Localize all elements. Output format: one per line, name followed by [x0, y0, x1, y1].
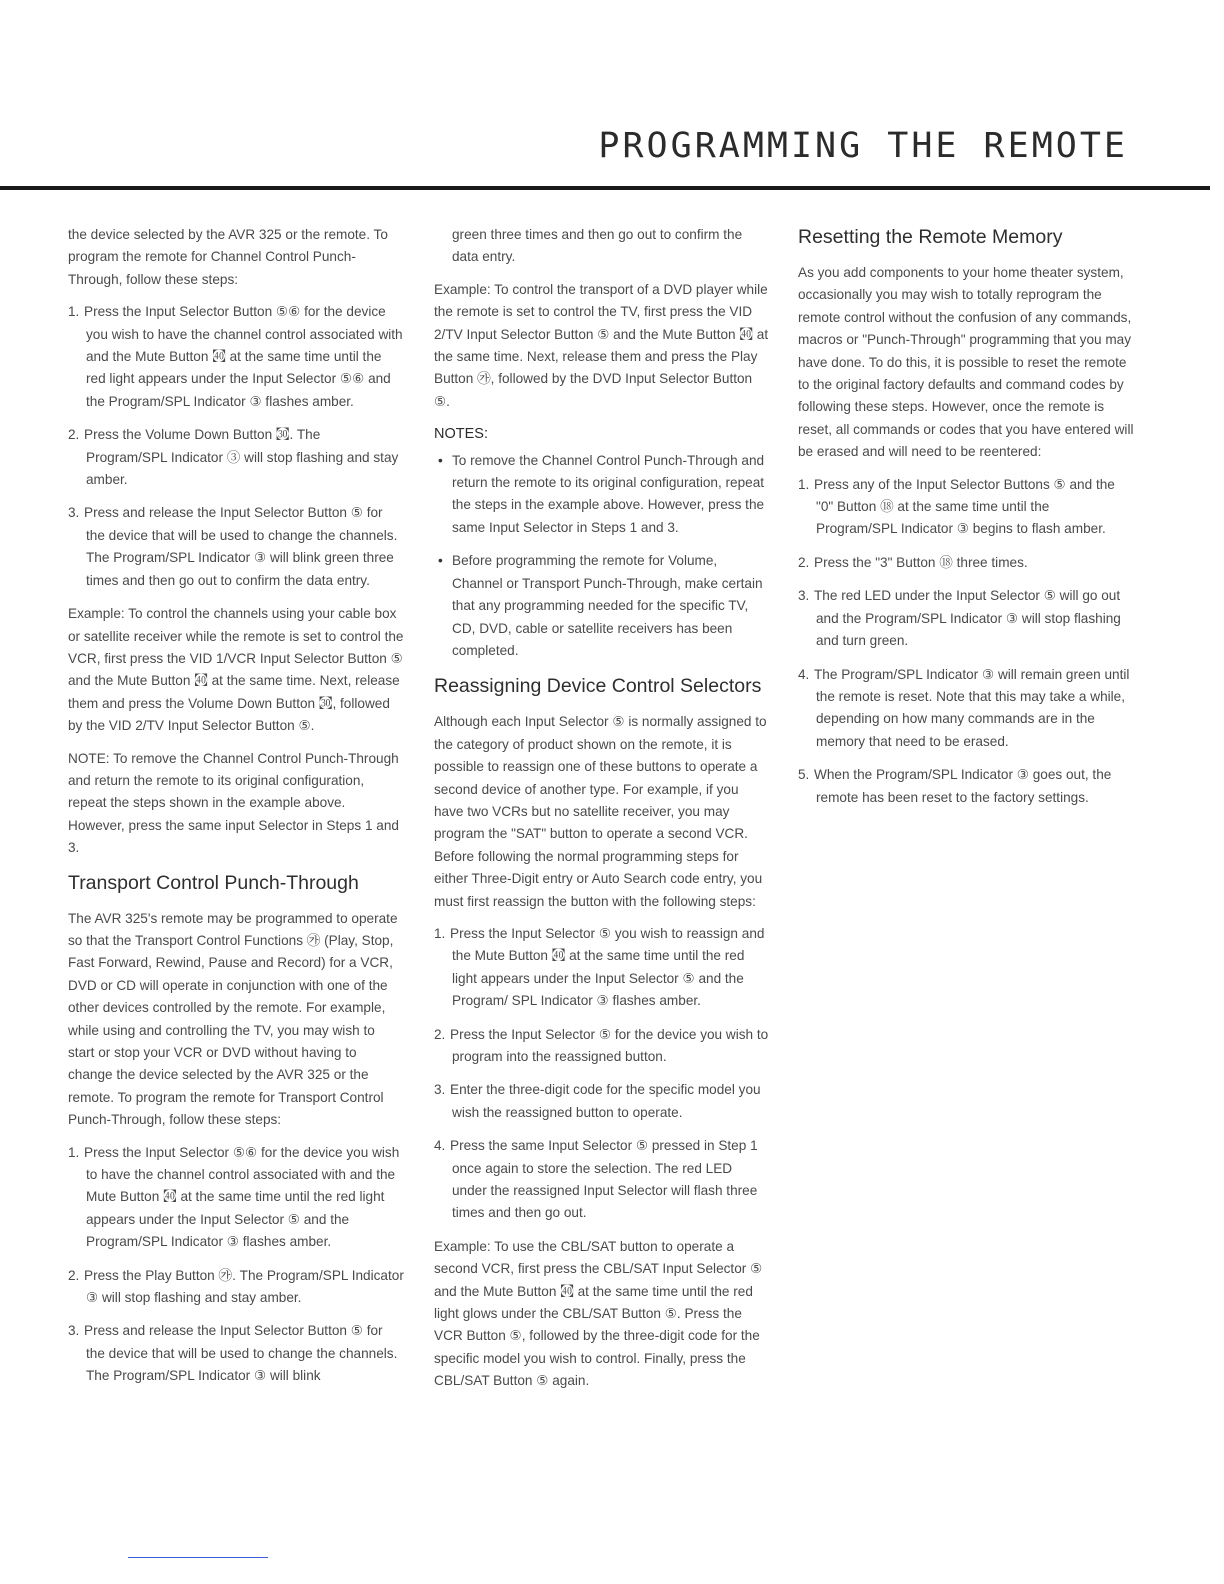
step-text: Press the Input Selector ⑤ you wish to reassign and the Mute Button ㉋ at the same time until the red light appears under the Input Selector ⑤ and the Program/ SPL Indicator ③ flashes amber. [450, 925, 765, 1009]
list-item [68, 1320, 404, 1387]
column-3 [798, 224, 1134, 820]
page-title: PROGRAMMING THE REMOTE [598, 126, 1128, 166]
continued-text: green three times and then go out to confirm the data entry. [452, 227, 743, 265]
list-item: • To remove the Channel Control Punch-Through and return the remote to its original configuration, repeat the steps in the example above. However, press the same Input Selector in Steps 1 and 3. [434, 450, 770, 540]
list-item [434, 923, 770, 1013]
section-heading-resetting: Resetting the Remote Memory [798, 226, 1063, 248]
intro-text: the device selected by the AVR 325 or the remote. To program the remote for Channel Control Punch-Through, follow these steps: [68, 227, 388, 287]
step-text: Press the Input Selector ⑤ for the device you wish to program into the reassigned button. [450, 1026, 769, 1064]
step-text: Press and release the Input Selector Button ⑤ for the device that will be used to change the channels. The Program/SPL Indicator ③ will blink [84, 1323, 398, 1384]
list-item [434, 1135, 770, 1225]
step-number: 5. [798, 767, 810, 783]
section-intro: As you add components to your home theater system, occasionally you may wish to totally reprogram the remote control without the confusion of any commands, macros or "Punch-Through" programming that you may have done. To do this, it is possible to reset the remote to the original factory defaults and command codes by following these steps. However, once the remote is reset, all commands or codes that you have entered will be erased and will need to be reentered: [798, 265, 1134, 460]
step-text: Press and release the Input Selector Button ⑤ for the device that will be used to change the channels. The Program/SPL Indicator ③ will blink green three times and then go out to confirm the data entry. [84, 505, 398, 588]
list-item [798, 764, 1134, 809]
list-item [798, 474, 1134, 541]
step-number: 1. [68, 304, 80, 320]
list-item: • Before programming the remote for Volume, Channel or Transport Punch-Through, make certain that any programming needed for the specific TV, CD, DVD, cable or satellite receivers has been completed. [434, 550, 770, 662]
step-number: 2. [68, 1267, 80, 1283]
example-text: Example: To control the transport of a DVD player while the remote is set to control the TV, first press the VID 2/TV Input Selector Button ⑤ and the Mute Button ㉋ at the same time. Next, release them and press the Play Button ㉮, followed by the DVD Input Selector Button ⑤. [434, 281, 769, 409]
list-item [798, 552, 1134, 574]
step-number: 2. [434, 1026, 446, 1042]
step-text: Press the Volume Down Button ㉊. The Program/SPL Indicator ③ will stop flashing and stay amber. [84, 427, 399, 488]
step-number: 2. [798, 554, 810, 570]
step-text: Press the Input Selector ⑤⑥ for the device you wish to have the channel control associated with and the Mute Button ㉋ at the same time until the red light appears under the Input Selector ⑤ and the Program/SPL Indicator ③ flashes amber. [84, 1144, 400, 1250]
step-number: 3. [798, 588, 810, 604]
step-text: When the Program/SPL Indicator ③ goes out, the remote has been reset to the factory settings. [814, 767, 1112, 805]
step-text: Press the same Input Selector ⑤ pressed in Step 1 once again to store the selection. The red LED under the reassigned Input Selector will flash three times and then go out. [450, 1138, 758, 1221]
step-number: 1. [68, 1144, 80, 1160]
section-heading-transport: Transport Control Punch-Through [68, 871, 359, 894]
step-number: 4. [434, 1138, 446, 1154]
list-item [798, 664, 1134, 754]
column-2 [434, 224, 770, 1403]
section-intro: The AVR 325's remote may be programmed to operate so that the Transport Control Functions ㉮ (Play, Stop, Fast Forward, Rewind, Pause and Record) for a VCR, DVD or CD will operate in conjunction with one of the other devices controlled by the remote. For example, while using and controlling the TV, you may wish to start or stop your VCR or DVD without having to change the device selected by the AVR 325 or the remote. To program the remote for Transport Control Punch-Through, follow these steps: [68, 910, 398, 1128]
step-number: 3. [68, 505, 80, 521]
section-intro: Although each Input Selector ⑤ is normally assigned to the category of product shown on the remote, it is possible to reassign one of these buttons to operate a second device of another type. For example, if you have two VCRs but no satellite receiver, you may program the "SAT" button to operate a second VCR. Before following the normal programming steps for either Three-Digit entry or Auto Search code entry, you must first reassign the button with the following steps: [434, 714, 767, 909]
step-text: Press the Input Selector Button ⑤⑥ for the device you wish to have the channel control associated with and the Mute Button ㉋ at the same time until the red light appears under the Input Selector ⑤⑥ and the Program/SPL Indicator ③ flashes amber. [84, 304, 403, 409]
list-item [434, 1079, 770, 1124]
step-text: Press the Play Button ㉮. The Program/SPL Indicator ③ will stop flashing and stay amber. [84, 1267, 404, 1306]
section-heading-reassigning: Reassigning Device Control Selectors [434, 675, 762, 698]
step-number: 3. [68, 1323, 80, 1339]
list-item [434, 1024, 770, 1069]
example-text: Example: To control the channels using your cable box or satellite receiver while the remote is set to control the VCR, first press the VID 1/VCR Input Selector Button ⑤ and the Mute Button ㉋ at the same time. Next, release them and press the Volume Down Button ㉊, followed by the VID 2/TV Input Selector Button ⑤. [68, 606, 404, 734]
notes-list [434, 450, 770, 663]
step-number: 1. [798, 476, 810, 492]
list-item [68, 1265, 404, 1310]
step-number: 1. [434, 925, 446, 941]
step-number: 4. [798, 666, 810, 682]
example-text: Example: To use the CBL/SAT button to operate a second VCR, first press the CBL/SAT Input Selector ⑤ and the Mute Button ㉋ at the same time until the red light glows under the CBL/SAT Button ⑤. Press the VCR Button ⑤, followed by the three-digit code for the specific model you wish to control. Finally, press the CBL/SAT Button ⑤ again. [434, 1238, 763, 1389]
step-text: Press any of the Input Selector Buttons ⑤ and the "0" Button ⑱ at the same time until the Program/SPL Indicator ③ begins to flash amber. [814, 476, 1115, 537]
step-text: The red LED under the Input Selector ⑤ will go out and the Program/SPL Indicator ③ will stop flashing and turn green. [814, 588, 1121, 649]
header-rule [0, 186, 1210, 190]
column-1 [68, 224, 404, 1399]
list-item [68, 502, 404, 592]
list-item [68, 301, 404, 413]
list-item [798, 585, 1134, 652]
step-text: Press the "3" Button ⑱ three times. [814, 554, 1028, 570]
step-text: The Program/SPL Indicator ③ will remain green until the remote is reset. Note that this may take a while, depending on how many commands are in the memory that need to be erased. [814, 666, 1130, 749]
list-item [68, 424, 404, 491]
step-text: Enter the three-digit code for the specific model you wish the reassigned button to operate. [450, 1082, 761, 1120]
list-item [68, 1142, 404, 1254]
step-number: 3. [434, 1082, 446, 1098]
note-text: NOTE: To remove the Channel Control Punch-Through and return the remote to its original configuration, repeat the steps shown in the example above. However, press the same input Selector in Steps 1 and 3. [68, 750, 399, 856]
footer-link-line [128, 1557, 268, 1558]
notes-heading: NOTES: [434, 426, 488, 443]
step-number: 2. [68, 427, 80, 443]
